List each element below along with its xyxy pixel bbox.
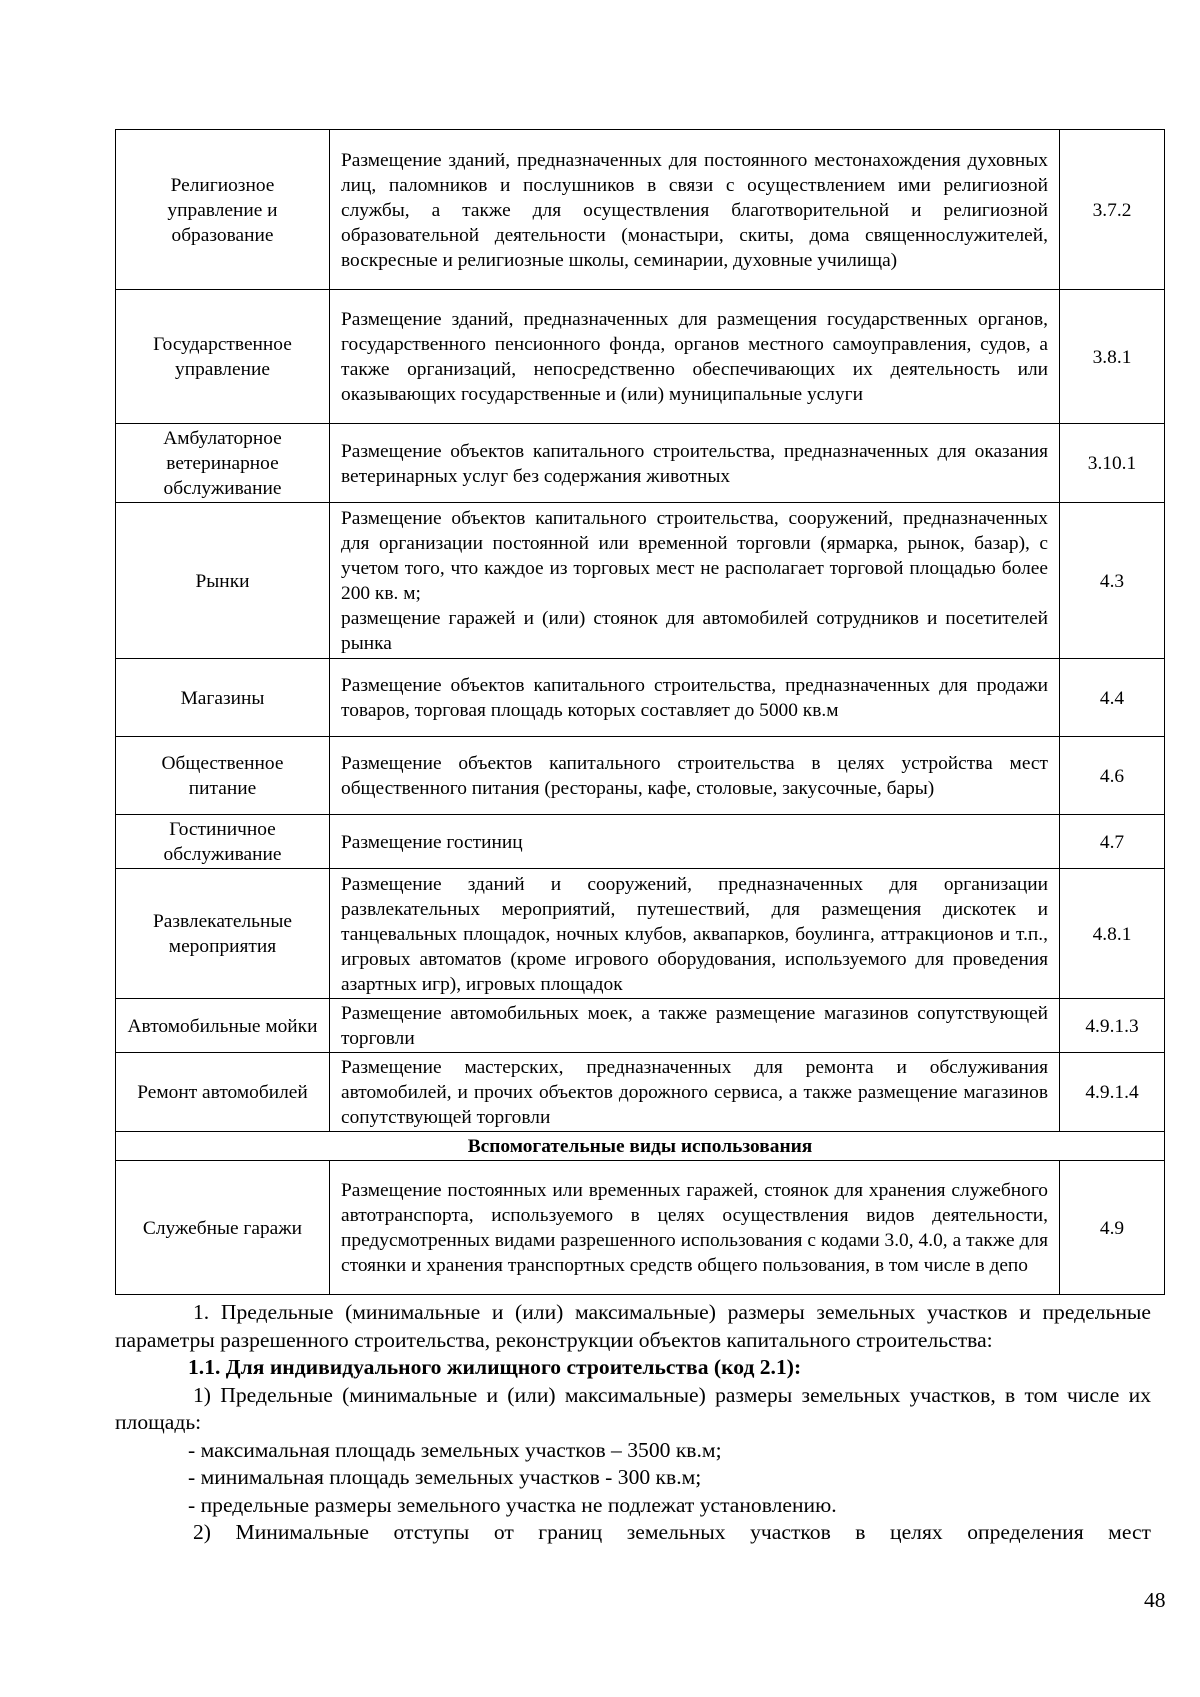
use-name: Общественное питание [116,737,330,815]
body-text [115,1299,1151,1547]
use-name: Автомобильные мойки [116,999,330,1053]
list-item: - максимальная площадь земельных участков – 3500 кв.м; [188,1437,722,1462]
table-row [116,290,1165,424]
list-item: - предельные размеры земельного участка не подлежат установлению. [188,1492,837,1517]
use-description: Размещение объектов капитального строительства, предназначенных для оказания ветеринарных услуг без содержания животных [330,424,1060,503]
use-description: Размещение объектов капитального строительства в целях устройства мест общественного питания (рестораны, кафе, столовые, закусочные, бары) [330,737,1060,815]
use-name: Религиозное управление и образование [116,130,330,290]
use-description: Размещение зданий, предназначенных для размещения государственных органов, государственного пенсионного фонда, органов местного самоуправления, судов, а также организаций, непосредственно обеспечивающих их деятельность или оказывающих государственные и (или) муниципальные услуги [330,290,1060,424]
paragraph: 1. Предельные (минимальные и (или) максимальные) размеры земельных участков и предельные параметры разрешенного строительства, реконструкции объектов капитального строительства: [115,1300,1151,1352]
table-row [116,737,1165,815]
use-description: Размещение мастерских, предназначенных для ремонта и обслуживания автомобилей, и прочих объектов дорожного сервиса, а также размещение магазинов сопутствующей торговли [330,1053,1060,1132]
use-description-part: Размещение объектов капитального строительства, сооружений, предназначенных для организации постоянной или временной торговли (ярмарка, рынок, базар), с учетом того, что каждое из торговых мест не располагает торговой площадью более 200 кв. м; [341,508,1048,604]
table-row [116,1053,1165,1132]
use-description: Размещение зданий и сооружений, предназначенных для организации развлекательных мероприятий, путешествий, для размещения дискотек и танцевальных площадок, ночных клубов, аквапарков, боулинга, аттракционов и т.п., игровых автоматов (кроме игрового оборудования, используемого для проведения азартных игр), игровых площадок [330,869,1060,999]
table-row [116,1161,1165,1295]
table-row [116,503,1165,659]
table-row [116,130,1165,290]
table-row [116,659,1165,737]
use-name: Развлекательные мероприятия [116,869,330,999]
land-use-table [115,129,1165,1295]
paragraph: 1) Предельные (минимальные и (или) максимальные) размеры земельных участков, в том числе их площадь: [115,1382,1151,1434]
page-number: 48 [1144,1588,1166,1612]
use-description: Размещение зданий, предназначенных для постоянного местонахождения духовных лиц, паломников и послушников в связи с осуществлением ими религиозной службы, а также для осуществления благотворительной и религиозной образовательной деятельности (монастыри, скиты, дома священнослужителей, воскресные и религиозные школы, семинарии, духовные училища) [330,130,1060,290]
use-name: Государственное управление [116,290,330,424]
section-header-row [116,1132,1165,1161]
paragraph: 2) Минимальные отступы от границ земельных участков в целях определения мест [193,1520,1151,1544]
use-description [330,503,1060,659]
use-name: Служебные гаражи [116,1161,330,1295]
subheading: 1.1. Для индивидуального жилищного строительства (код 2.1): [188,1355,802,1379]
use-description: Размещение объектов капитального строительства, предназначенных для продажи товаров, торговая площадь которых составляет до 5000 кв.м [330,659,1060,737]
use-name: Рынки [116,503,330,659]
use-code: 4.6 [1060,737,1165,815]
table-row [116,815,1165,869]
use-description-part: размещение гаражей и (или) стоянок для автомобилей сотрудников и посетителей рынка [341,608,1048,654]
table-row [116,999,1165,1053]
use-code: 4.7 [1060,815,1165,869]
use-code: 4.9.1.3 [1060,999,1165,1053]
list-item: - минимальная площадь земельных участков - 300 кв.м; [188,1465,702,1489]
use-code: 3.7.2 [1060,130,1165,290]
use-code: 4.3 [1060,503,1165,659]
use-name: Гостиничное обслуживание [116,815,330,869]
use-name: Магазины [116,659,330,737]
use-code: 4.9.1.4 [1060,1053,1165,1132]
table-row [116,869,1165,999]
use-code: 4.8.1 [1060,869,1165,999]
use-description: Размещение постоянных или временных гаражей, стоянок для хранения служебного автотранспорта, используемого в целях осуществления видов деятельности, предусмотренных видами разрешенного использования с кодами 3.0, 4.0, а также для стоянки и хранения транспортных средств общего пользования, в том числе в депо [330,1161,1060,1295]
use-code: 4.4 [1060,659,1165,737]
table-row [116,424,1165,503]
use-name: Ремонт автомобилей [116,1053,330,1132]
use-code: 3.10.1 [1060,424,1165,503]
use-name: Амбулаторное ветеринарное обслуживание [116,424,330,503]
use-description: Размещение автомобильных моек, а также размещение магазинов сопутствующей торговли [330,999,1060,1053]
section-header: Вспомогательные виды использования [116,1132,1165,1161]
use-code: 4.9 [1060,1161,1165,1295]
use-code: 3.8.1 [1060,290,1165,424]
use-description: Размещение гостиниц [330,815,1060,869]
